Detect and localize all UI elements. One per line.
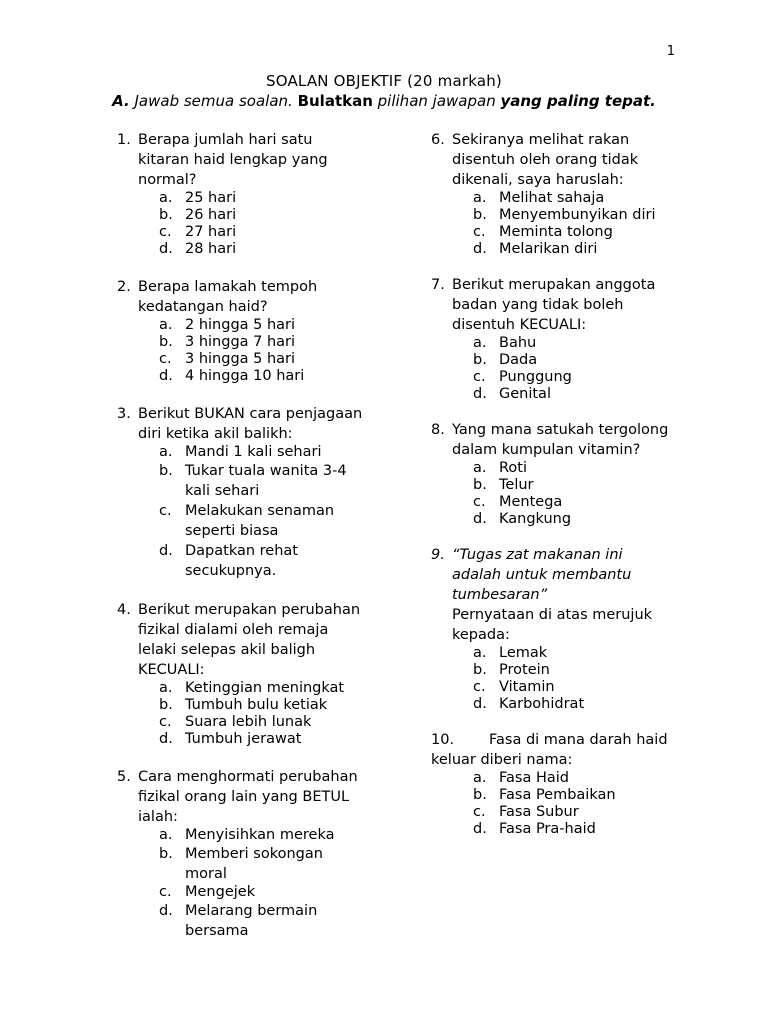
option-d[interactable] bbox=[159, 368, 367, 385]
option-text: Lemak bbox=[499, 645, 548, 661]
question-2 bbox=[117, 277, 367, 385]
question-quote: “Tugas zat makanan ini adalah untuk membantu tumbesaran” bbox=[452, 547, 632, 603]
option-c[interactable] bbox=[159, 351, 367, 368]
option-letter: b. bbox=[159, 846, 173, 862]
option-text: Melihat sahaja bbox=[499, 190, 605, 206]
page-title: SOALAN OBJEKTIF (20 markah) bbox=[266, 72, 502, 90]
option-text: Melarikan diri bbox=[499, 241, 598, 257]
option-letter: b. bbox=[473, 787, 487, 803]
option-list bbox=[138, 190, 367, 258]
option-text: Genital bbox=[499, 386, 551, 402]
option-letter: d. bbox=[473, 386, 487, 402]
option-text: Meminta tolong bbox=[499, 224, 613, 240]
option-a[interactable] bbox=[159, 317, 367, 334]
question-6 bbox=[431, 130, 676, 258]
option-d[interactable] bbox=[473, 241, 676, 258]
option-letter: c. bbox=[159, 714, 172, 730]
question-number: 8. bbox=[431, 422, 445, 438]
option-letter: b. bbox=[473, 352, 487, 368]
question-number: 3. bbox=[117, 406, 131, 422]
option-text: Fasa Pra-haid bbox=[499, 821, 596, 837]
option-letter: a. bbox=[159, 680, 173, 696]
question-number: 6. bbox=[431, 132, 445, 148]
option-text: Mentega bbox=[499, 494, 563, 510]
question-5 bbox=[117, 767, 367, 941]
option-list bbox=[452, 190, 676, 258]
option-letter: d. bbox=[473, 821, 487, 837]
question-number: 5. bbox=[117, 769, 131, 785]
option-text: Karbohidrat bbox=[499, 696, 585, 712]
option-letter: a. bbox=[473, 645, 487, 661]
option-text: Melarang bermain bersama bbox=[185, 903, 318, 939]
option-a[interactable] bbox=[473, 335, 676, 352]
question-text: Pernyataan di atas merujuk kepada: bbox=[452, 607, 653, 643]
option-letter: a. bbox=[473, 335, 487, 351]
option-text: Punggung bbox=[499, 369, 572, 385]
option-c[interactable] bbox=[473, 679, 676, 696]
option-d[interactable] bbox=[159, 541, 367, 581]
option-text: 2 hingga 5 hari bbox=[185, 317, 296, 333]
option-letter: a. bbox=[473, 460, 487, 476]
question-text: Sekiranya melihat rakan disentuh oleh orang tidak dikenali, saya haruslah: bbox=[452, 132, 639, 188]
question-number: 4. bbox=[117, 602, 131, 618]
option-text: Melakukan senaman seperti biasa bbox=[185, 503, 335, 539]
option-b[interactable] bbox=[159, 844, 367, 884]
question-column-right bbox=[431, 130, 676, 838]
option-letter: d. bbox=[159, 731, 173, 747]
question-text: Berikut BUKAN cara penjagaan diri ketika akil balikh: bbox=[138, 406, 363, 442]
instruction-bold-2: yang paling tepat. bbox=[500, 92, 656, 110]
option-c[interactable] bbox=[159, 884, 367, 901]
option-d[interactable] bbox=[473, 511, 676, 528]
option-list bbox=[138, 317, 367, 385]
option-c[interactable] bbox=[473, 804, 676, 821]
option-b[interactable] bbox=[473, 787, 676, 804]
option-letter: d. bbox=[473, 696, 487, 712]
option-letter: d. bbox=[473, 241, 487, 257]
option-list bbox=[138, 827, 367, 941]
option-d[interactable] bbox=[473, 696, 676, 713]
option-letter: b. bbox=[159, 334, 173, 350]
option-letter: a. bbox=[159, 444, 173, 460]
option-letter: d. bbox=[159, 368, 173, 384]
option-letter: a. bbox=[159, 827, 173, 843]
option-b[interactable] bbox=[473, 477, 676, 494]
option-letter: c. bbox=[473, 804, 486, 820]
option-text: Mengejek bbox=[185, 884, 256, 900]
option-text: Tukar tuala wanita 3-4 kali sehari bbox=[185, 463, 347, 499]
option-a[interactable] bbox=[159, 444, 367, 461]
option-list bbox=[452, 460, 676, 528]
option-text: 27 hari bbox=[185, 224, 237, 240]
option-text: Mandi 1 kali sehari bbox=[185, 444, 322, 460]
option-list bbox=[431, 770, 676, 838]
option-b[interactable] bbox=[473, 352, 676, 369]
option-text: Dada bbox=[499, 352, 538, 368]
option-letter: c. bbox=[473, 369, 486, 385]
option-letter: c. bbox=[159, 224, 172, 240]
question-text: Cara menghormati perubahan fizikal orang lain yang BETUL ialah: bbox=[138, 769, 358, 825]
option-letter: b. bbox=[159, 207, 173, 223]
option-text: Protein bbox=[499, 662, 550, 678]
option-a[interactable] bbox=[159, 190, 367, 207]
question-text: Yang mana satukah tergolong dalam kumpulan vitamin? bbox=[452, 422, 669, 458]
instruction bbox=[0, 92, 768, 110]
option-d[interactable] bbox=[473, 386, 676, 403]
instruction-text-2: pilihan jawapan bbox=[372, 92, 501, 110]
option-text: Fasa Subur bbox=[499, 804, 579, 820]
option-text: Dapatkan rehat secukupnya. bbox=[185, 543, 298, 579]
option-b[interactable] bbox=[473, 662, 676, 679]
option-text: Fasa Haid bbox=[499, 770, 569, 786]
option-text: Menyembunyikan diri bbox=[499, 207, 656, 223]
option-c[interactable] bbox=[473, 494, 676, 511]
option-list bbox=[138, 444, 367, 581]
option-text: Bahu bbox=[499, 335, 537, 351]
option-letter: a. bbox=[473, 770, 487, 786]
option-text: Roti bbox=[499, 460, 528, 476]
question-text: Berikut merupakan anggota badan yang tidak boleh disentuh KECUALI: bbox=[452, 277, 656, 333]
option-text: 28 hari bbox=[185, 241, 237, 257]
question-10 bbox=[431, 730, 676, 838]
option-a[interactable] bbox=[473, 460, 676, 477]
option-text: Kangkung bbox=[499, 511, 572, 527]
option-letter: b. bbox=[159, 463, 173, 479]
option-text: 25 hari bbox=[185, 190, 237, 206]
option-letter: a. bbox=[473, 190, 487, 206]
question-number: 9. bbox=[431, 547, 445, 563]
option-text: Ketinggian meningkat bbox=[185, 680, 345, 696]
option-text: Suara lebih lunak bbox=[185, 714, 312, 730]
question-3 bbox=[117, 404, 367, 581]
option-a[interactable] bbox=[473, 645, 676, 662]
option-text: Menyisihkan mereka bbox=[185, 827, 335, 843]
question-text: Berapa lamakah tempoh kedatangan haid? bbox=[138, 279, 318, 315]
option-a[interactable] bbox=[473, 190, 676, 207]
option-list bbox=[452, 335, 676, 403]
option-letter: c. bbox=[159, 351, 172, 367]
option-letter: d. bbox=[159, 241, 173, 257]
instruction-text-1: Jawab semua soalan. bbox=[129, 92, 298, 110]
option-b[interactable] bbox=[473, 207, 676, 224]
option-c[interactable] bbox=[159, 714, 367, 731]
instruction-bold-1: Bulatkan bbox=[297, 92, 373, 110]
option-letter: d. bbox=[159, 903, 173, 919]
question-4 bbox=[117, 600, 367, 748]
option-d[interactable] bbox=[159, 731, 367, 748]
option-c[interactable] bbox=[473, 369, 676, 386]
option-letter: d. bbox=[159, 543, 173, 559]
option-letter: d. bbox=[473, 511, 487, 527]
section-label: A. bbox=[112, 92, 130, 110]
option-letter: b. bbox=[473, 662, 487, 678]
option-letter: b. bbox=[473, 207, 487, 223]
question-number: 10. bbox=[431, 732, 455, 748]
option-c[interactable] bbox=[159, 501, 367, 541]
question-number: 2. bbox=[117, 279, 131, 295]
option-letter: c. bbox=[159, 503, 172, 519]
option-b[interactable] bbox=[159, 461, 367, 501]
question-number: 7. bbox=[431, 277, 445, 293]
option-b[interactable] bbox=[159, 334, 367, 351]
option-a[interactable] bbox=[159, 680, 367, 697]
option-letter: b. bbox=[473, 477, 487, 493]
question-8 bbox=[431, 420, 676, 528]
option-letter: b. bbox=[159, 697, 173, 713]
question-number: 1. bbox=[117, 132, 131, 148]
option-c[interactable] bbox=[473, 224, 676, 241]
option-a[interactable] bbox=[473, 770, 676, 787]
option-text: Memberi sokongan moral bbox=[185, 846, 323, 882]
option-b[interactable] bbox=[159, 207, 367, 224]
page-number: 1 bbox=[666, 44, 675, 59]
question-column-left bbox=[117, 130, 367, 941]
question-text: Fasa di mana darah haid keluar diberi nama: bbox=[431, 732, 668, 768]
option-text: Fasa Pembaikan bbox=[499, 787, 616, 803]
option-text: Telur bbox=[499, 477, 534, 493]
option-text: 26 hari bbox=[185, 207, 237, 223]
option-d[interactable] bbox=[473, 821, 676, 838]
option-text: Tumbuh bulu ketiak bbox=[185, 697, 328, 713]
option-a[interactable] bbox=[159, 827, 367, 844]
option-list bbox=[452, 645, 676, 713]
option-text: 3 hingga 7 hari bbox=[185, 334, 296, 350]
question-text: Berapa jumlah hari satu kitaran haid lengkap yang normal? bbox=[138, 132, 328, 188]
option-text: 3 hingga 5 hari bbox=[185, 351, 296, 367]
option-c[interactable] bbox=[159, 224, 367, 241]
option-letter: c. bbox=[159, 884, 172, 900]
option-text: Tumbuh jerawat bbox=[185, 731, 302, 747]
option-list bbox=[138, 680, 367, 748]
question-1 bbox=[117, 130, 367, 258]
question-9 bbox=[431, 545, 676, 713]
option-letter: a. bbox=[159, 190, 173, 206]
option-d[interactable] bbox=[159, 901, 367, 941]
option-letter: a. bbox=[159, 317, 173, 333]
option-b[interactable] bbox=[159, 697, 367, 714]
option-letter: c. bbox=[473, 224, 486, 240]
question-text: Berikut merupakan perubahan fizikal dialami oleh remaja lelaki selepas akil baligh KECUALI: bbox=[138, 602, 361, 678]
option-text: 4 hingga 10 hari bbox=[185, 368, 305, 384]
option-d[interactable] bbox=[159, 241, 367, 258]
option-letter: c. bbox=[473, 679, 486, 695]
option-letter: c. bbox=[473, 494, 486, 510]
question-7 bbox=[431, 275, 676, 403]
option-text: Vitamin bbox=[499, 679, 555, 695]
